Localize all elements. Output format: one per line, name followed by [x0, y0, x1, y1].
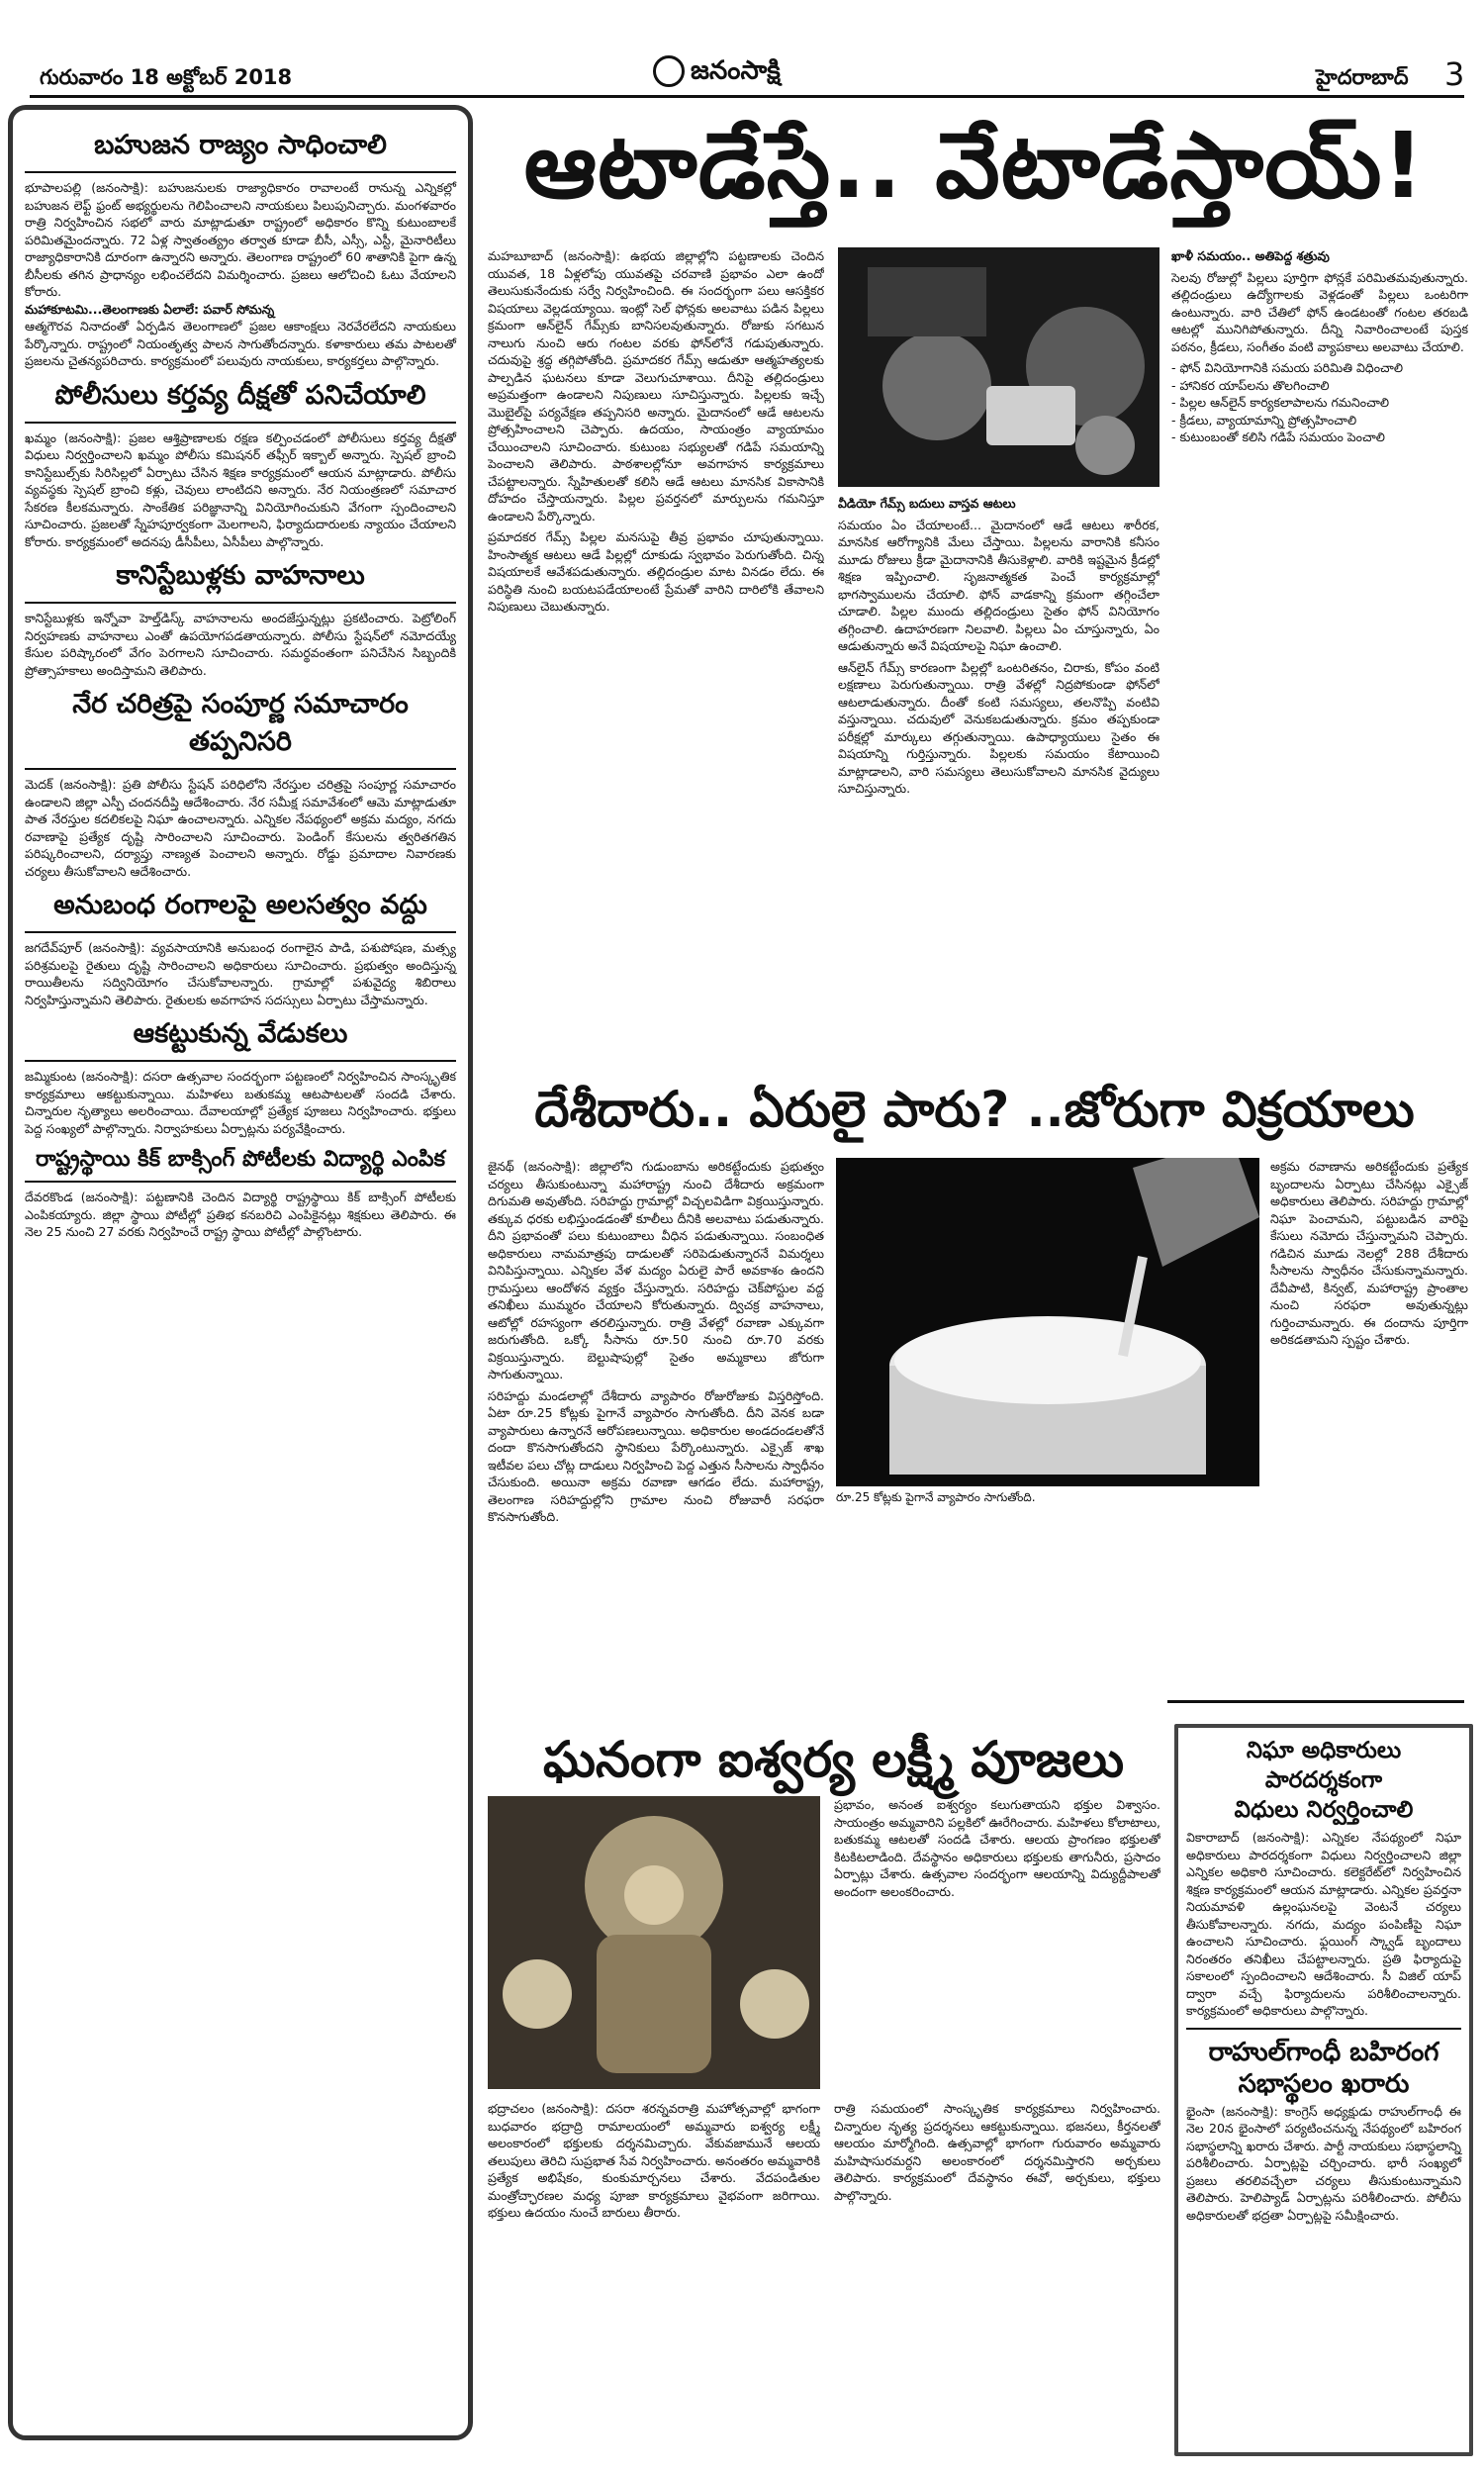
masthead [0, 0, 1484, 94]
article-headline: సభాస్థలం ఖరారు [1238, 2068, 1410, 2099]
page-number: 3 [1444, 55, 1465, 93]
article-subheading: ఖాళీ సమయం.. అతిపెద్ద శత్రువు [1171, 248, 1330, 263]
article-headline: నేర చరిత్రపై సంపూర్ణ సమాచారం తప్పనిసరి [25, 689, 456, 770]
goddess-idol-photo [488, 1796, 820, 2089]
article-body: ఖమ్మం (జనంసాక్షి): ప్రజల ఆశ్తిప్రాణాలకు రక్షణ కల్పించడంలో పోలీసులు కర్తవ్య దీక్షతో విధులు నిర్వర్తించాలని ఖమ్మం పోలీసు కమిషనర్ తఫ్సీర్ ఇక్బాల్ అన్నారు. స్పెషల్ బ్రాంచి కానిస్టేబుల్స్‌కు సిరిసిల్లలో ఏర్పాటు చేసిన శిక్షణ కార్యక్రమంలో ఆయన మాట్లాడారు. పోలీసు వ్యవస్థకు స్పెషల్ బ్రాంచి కళ్లు, చెవులు లాంటిదని అన్నారు. నేర నియంత్రణలో సమాచార సేకరణ కీలకమన్నారు. సాంకేతిక పరిజ్ఞానాన్ని వినియోగించుకుని వేగంగా స్పందించాలని సూచించారు. ప్రజలతో స్నేహపూర్వకంగా మెలగాలని, ఫిర్యాదుదారులకు న్యాయం చేయాలని కోరారు. కార్యక్రమంలో అదనపు డీసీపీలు, ఏసీపీలు పాల్గొన్నారు. [25, 429, 456, 549]
liquor-glass-photo [836, 1158, 1259, 1486]
article-body: దేవరకొండ (జనంసాక్షి): పట్టణానికి చెందిన విద్యార్థి రాష్ట్రస్థాయి కిక్ బాక్సింగ్ పోటీలకు ఎంపికయ్యారు. జిల్లా స్థాయి పోటీల్లో ప్రతిభ కనబరిచి ఎంపికైనట్లు శిక్షకులు తెలిపారు. ఈ నెల 25 నుంచి 27 వరకు నిర్వహించే రాష్ట్ర స్థాయి పోటీల్లో పాల్గొంటారు. [25, 1190, 456, 1239]
liquor-story-column-1 [488, 1158, 824, 1712]
article-body: ఆత్మగౌరవ నినాదంతో ఏర్పడిన తెలంగాణలో ప్రజల ఆకాంక్షలు నెరవేరలేదని నాయకులు పేర్కొన్నారు. రాష్ట్రంలో నియంతృత్వ పాలన సాగుతోందన్నారు. కళాకారులు తమ పాటలతో ప్రజలను చైతన్యపరిచారు. కార్యక్రమంలో పలువురు నాయకులు, కార్యకర్తలు పాల్గొన్నారు. [25, 319, 456, 368]
liquor-photo-illustration [836, 1158, 1259, 1486]
puja-headline: ఘనంగా ఐశ్వర్య లక్ష్మీ పూజలు [542, 1731, 1125, 1788]
liquor-headline: దేశీదారు.. ఏరులై పారు? ..జోరుగా విక్రయాలు [534, 1081, 1415, 1138]
article-headline: పోలీసులు కర్తవ్య దీక్షతో పనిచేయాలి [25, 380, 456, 424]
edition-city: హైదరాబాద్ [1316, 65, 1409, 89]
article-subheading: వీడియో గేమ్స్ బదులు వాస్తవ ఆటలు [838, 496, 1016, 511]
gaming-photo-illustration [838, 247, 1159, 487]
gaming-kids-photo [838, 247, 1159, 487]
article-headline: రాహుల్‌గాంధీ బహిరంగ [1186, 2028, 1461, 2069]
left-news-column [8, 105, 473, 2440]
article-body: భూపాలపల్లి (జనంసాక్షి): బహుజనులకు రాజ్యాధికారం రావాలంటే రానున్న ఎన్నికల్లో బహుజన లెఫ్ట్ ఫ్రంట్ అభ్యర్థులను గెలిపించాలని నాయకులు పిలుపునిచ్చారు. మంగళవారం రాత్రి నిర్వహించిన సభలో వారు మాట్లాడుతూ రాష్ట్రంలో అధికారం కొన్ని కుటుంబాలకే పరిమితమైందన్నారు. 72 ఏళ్ల స్వాతంత్య్రం తర్వాత కూడా బీసీ, ఎస్సీ, ఎస్టీ, మైనారిటీలు రాజ్యాధికారానికి దూరంగా ఉన్నారని అన్నారు. తెలంగాణ రాష్ట్రంలో 60 శాతానికి పైగా ఉన్న బీసీలకు తగిన ప్రాధాన్యం లభించలేదని విమర్శించారు. ప్రజలు ఆలోచించి ఓటు వేయాలని కోరారు. [25, 180, 456, 299]
article-subheading: మహాకూటమి...తెలంగాణకు ఏలాలే: పవార్ సోమన్న [25, 301, 275, 317]
masthead-rule [30, 95, 1464, 98]
article-body: మెదక్ (జనంసాక్షి): ప్రతి పోలీసు స్టేషన్ పరిధిలోని నేరస్తుల చరిత్రపై సంపూర్ణ సమాచారం ఉండాలని జిల్లా ఎస్పీ చందనదీప్తి ఆదేశించారు. నేర సమీక్ష సమావేశంలో ఆమె మాట్లాడుతూ పాత నేరస్తుల కదలికలపై నిఘా ఉంచాలన్నారు. ఎన్నికల నేపథ్యంలో అక్రమ మద్యం, నగదు రవాణాపై ప్రత్యేక దృష్టి సారించాలని సూచించారు. పెండింగ్ కేసులను త్వరితగతిన పరిష్కరించాలని, దర్యాప్తు నాణ్యత పెంచాలని అన్నారు. రోడ్డు ప్రమాదాల నివారణకు చర్యలు తీసుకోవాలని ఆదేశించారు. [25, 777, 456, 879]
puja-story-column-2 [834, 1796, 1160, 2093]
puja-story-column-1 [488, 2100, 820, 2441]
newspaper-logo [653, 55, 781, 92]
article-headline: అనుబంధ రంగాలపై అలసత్వం వద్దు [25, 890, 456, 933]
article-body: కానిస్టేబుళ్లకు ఇన్నోవా హెల్త్‌డిస్క్ వాహనాలను అందజేస్తున్నట్లు ప్రకటించారు. పెట్రోలింగ్ నిర్వహణకు వాహనాలు ఎంతో ఉపయోగపడతాయన్నారు. పోలీసు స్టేషన్‌లో నమోదయ్యే కేసుల పరిష్కారంలో వేగం పెరగాలని సూచించారు. సమర్థవంతంగా పనిచేసిన సిబ్బందికి ప్రోత్సాహకాలు అందిస్తామని తెలిపారు. [25, 611, 456, 678]
logo-emblem-icon [653, 55, 685, 87]
logo-text: జనంసాక్షి [691, 55, 781, 86]
lead-story-column-1 [488, 247, 824, 1054]
article-body: ఆన్‌లైన్ గేమ్స్ కారణంగా పిల్లల్లో ఒంటరితనం, చిరాకు, కోపం వంటి లక్షణాలు పెరుగుతున్నాయి. రాత్రి వేళల్లో నిద్రపోకుండా ఫోన్‌లో ఆటలాడుతున్నారు. దీంతో కంటి సమస్యలు, తలనొప్పి వంటివి వస్తున్నాయి. చదువులో వెనుకబడుతున్నారు. క్రమం తప్పకుండా పరీక్షల్లో మార్కులు తగ్గుతున్నాయి. ఉపాధ్యాయులు సైతం ఈ విషయాన్ని గుర్తిస్తున్నారు. పిల్లలకు సమయం కేటాయించి మాట్లాడాలని, వారి సమస్యలు తెలుసుకోవాలని మానసిక వైద్యులు సూచిస్తున్నారు. [838, 659, 1159, 796]
boxed-news-panel [1174, 1724, 1473, 2456]
article-body: ప్రభావం, అనంత ఐశ్వర్యం కలుగుతాయని భక్తుల విశ్వాసం. సాయంత్రం అమ్మవారిని పల్లకిలో ఊరేగించారు. మహిళలు కోలాటాలు, బతుకమ్మ ఆటలతో సందడి చేశారు. ఆలయ ప్రాంగణం భక్తులతో కిటకిటలాడింది. దేవస్థానం అధికారులు భక్తులకు తాగునీరు, ప్రసాదం ఏర్పాట్లు చేశారు. ఉత్సవాల సందర్భంగా ఆలయాన్ని విద్యుద్దీపాలతో అందంగా అలంకరించారు. [834, 1797, 1160, 1899]
article-headline: విధులు నిర్వర్తించాలి [1234, 1797, 1414, 1823]
article-headline: కానిస్టేబుళ్లకు వాహనాలు [25, 560, 456, 604]
lead-headline: ఆటాడేస్తే.. వేటాడేస్తాయ్! [523, 113, 1426, 219]
idol-photo-illustration [488, 1796, 820, 2089]
box-divider [1167, 1700, 1464, 1703]
article-body: సరిహద్దు మండలాల్లో దేశీదారు వ్యాపారం రోజురోజుకు విస్తరిస్తోంది. ఏటా రూ.25 కోట్లకు పైగానే వ్యాపారం సాగుతోంది. దీని వెనక బడా వ్యాపారులు ఉన్నారనే ఆరోపణలున్నాయి. అధికారుల అండదండలతోనే దందా కొనసాగుతోందని స్థానికులు పేర్కొంటున్నారు. ఎక్సైజ్ శాఖ ఇటీవల పలు చోట్ల దాడులు నిర్వహించి పెద్ద ఎత్తున సీసాలను స్వాధీనం చేసుకుంది. అయినా అక్రమ రవాణా ఆగడం లేదు. మహారాష్ట్ర, తెలంగాణ సరిహద్దుల్లోని గ్రామాల నుంచి రోజువారీ సరఫరా కొనసాగుతోంది. [488, 1387, 824, 1524]
lead-story-column-3 [1171, 247, 1468, 1054]
article-headline: ఆకట్టుకున్న వేడుకలు [25, 1018, 456, 1062]
article-body: ప్రమాదకర గేమ్స్ పిల్లల మనసుపై తీవ్ర ప్రభావం చూపుతున్నాయి. హింసాత్మక ఆటలు ఆడే పిల్లల్లో దూకుడు స్వభావం పెరుగుతోంది. చిన్న విషయాలకే ఆవేశపడుతున్నారు. తల్లిదండ్రుల మాట వినడం లేదు. ఈ పరిస్థితి నుంచి బయటపడేయాలంటే ప్రేమతో వారిని దారిలోకి తేవాలని నిపుణులు చెబుతున్నారు. [488, 529, 824, 614]
article-headline: రాష్ట్రస్థాయి కిక్ బాక్సింగ్ పోటీలకు విద్యార్థి ఎంపిక [25, 1147, 456, 1183]
article-headline: బహుజన రాజ్యం సాధించాలి [25, 130, 456, 173]
article-body: జైనథ్ (జనంసాక్షి): జిల్లాలోని గుడుంబాను అరికట్టేందుకు ప్రభుత్వం చర్యలు తీసుకుంటున్నా మహారాష్ట్ర నుంచి దేశీదారు అక్రమంగా దిగుమతి అవుతోంది. సరిహద్దు గ్రామాల్లో విచ్చలవిడిగా విక్రయిస్తున్నారు. తక్కువ ధరకు లభిస్తుండడంతో కూలీలు దీనికి అలవాటు పడుతున్నారు. దీని ప్రభావంతో పలు కుటుంబాలు వీధిన పడుతున్నాయి. సంబంధిత అధికారులు నామమాత్రపు దాడులతో సరిపెడుతున్నారనే విమర్శలు వినిపిస్తున్నాయి. ఎన్నికల వేళ మద్యం ఏరులై పారే అవకాశం ఉందని గ్రామస్తులు ఆందోళన వ్యక్తం చేస్తున్నారు. సరిహద్దు చెక్‌పోస్టుల వద్ద తనిఖీలు ముమ్మరం చేయాలని కోరుతున్నారు. ద్విచక్ర వాహనాలు, ఆటోల్లో రహస్యంగా తరలిస్తున్నారు. రాత్రి వేళల్లో రవాణా ఎక్కువగా జరుగుతోంది. ఒక్కో సీసాను రూ.50 నుంచి రూ.70 వరకు విక్రయిస్తున్నారు. బెల్టుషాపుల్లో సైతం అమ్మకాలు జోరుగా సాగుతున్నాయి. [488, 1159, 824, 1381]
article-body: వికారాబాద్ (జనంసాక్షి): ఎన్నికల నేపథ్యంలో నిఘా అధికారులు పారదర్శకంగా విధులు నిర్వర్తించాలని జిల్లా ఎన్నికల అధికారి సూచించారు. కలెక్టరేట్‌లో నిర్వహించిన శిక్షణ కార్యక్రమంలో ఆయన మాట్లాడారు. ఎన్నికల ప్రవర్తనా నియమావళి ఉల్లంఘనలపై వెంటనే చర్యలు తీసుకోవాలన్నారు. నగదు, మద్యం పంపిణీపై నిఘా ఉంచాలని సూచించారు. ఫ్లయింగ్ స్క్వాడ్ బృందాలు నిరంతరం తనిఖీలు చేపట్టాలన్నారు. ప్రతి ఫిర్యాదుపై సకాలంలో స్పందించాలని ఆదేశించారు. సీ విజిల్ యాప్ ద్వారా వచ్చే ఫిర్యాదులను పరిశీలించాలన్నారు. కార్యక్రమంలో అధికారులు పాల్గొన్నారు. [1186, 1830, 1461, 2018]
article-body: రాత్రి సమయంలో సాంస్కృతిక కార్యక్రమాలు నిర్వహించారు. చిన్నారుల నృత్య ప్రదర్శనలు ఆకట్టుకున్నాయి. భజనలు, కీర్తనలతో ఆలయం మార్మోగింది. ఉత్సవాల్లో భాగంగా గురువారం అమ్మవారు మహిషాసురమర్దని అలంకారంలో దర్శనమిస్తారని అర్చకులు తెలిపారు. కార్యక్రమంలో దేవస్థానం ఈవో, అర్చకులు, భక్తులు పాల్గొన్నారు. [834, 2101, 1160, 2203]
article-body: భైంసా (జనంసాక్షి): కాంగ్రెస్ అధ్యక్షుడు రాహుల్‌గాంధీ ఈ నెల 20న భైంసాలో పర్యటించనున్న నేపథ్యంలో బహిరంగ సభాస్థలాన్ని ఖరారు చేశారు. పార్టీ నాయకులు సభాస్థలాన్ని పరిశీలించారు. ఏర్పాట్లపై చర్చించారు. భారీ సంఖ్యలో ప్రజలు తరలివచ్చేలా చర్యలు తీసుకుంటున్నామని తెలిపారు. హెలిప్యాడ్ ఏర్పాట్లను పరిశీలించారు. పోలీసు అధికారులతో భద్రతా ఏర్పాట్లపై సమీక్షించారు. [1186, 2103, 1461, 2223]
article-body: సెలవు రోజుల్లో పిల్లలు పూర్తిగా ఫోన్లకే పరిమితమవుతున్నారు. తల్లిదండ్రులు ఉద్యోగాలకు వెళ్లడంతో పిల్లలు ఒంటరిగా ఉంటున్నారు. వారి చేతిలో ఫోన్ ఉండటంతో గంటల తరబడి ఆటల్లో మునిగిపోతున్నారు. దీన్ని నివారించాలంటే పుస్తక పఠనం, క్రీడలు, సంగీతం వంటి వ్యాపకాలు అలవాటు చేయాలి. [1171, 269, 1468, 354]
liquor-story-column-3 [1270, 1158, 1468, 1489]
article-body: సమయం ఏం చేయాలంటే... మైదానంలో ఆడే ఆటలు శారీరక, మానసిక ఆరోగ్యానికి మేలు చేస్తాయి. పిల్లలను వారానికి కనీసం మూడు రోజులు క్రీడా మైదానానికి తీసుకెళ్లాలి. వారికి ఇష్టమైన క్రీడల్లో శిక్షణ ఇప్పించాలి. సృజనాత్మకత పెంచే కార్యక్రమాల్లో భాగస్వాములను చేయాలి. ఫోన్ వాడకాన్ని క్రమంగా తగ్గించేలా చూడాలి. పిల్లల ముందు తల్లిదండ్రులు సైతం ఫోన్ వినియోగం తగ్గించాలి. ఉదాహరణగా నిలవాలి. పిల్లలు ఏం చూస్తున్నారు, ఏం ఆడుతున్నారు అనే విషయాలపై నిఘా ఉంచాలి. [838, 517, 1159, 653]
article-body: అక్రమ రవాణాను అరికట్టేందుకు ప్రత్యేక బృందాలను ఏర్పాటు చేసినట్లు ఎక్సైజ్ అధికారులు తెలిపారు. సరిహద్దు గ్రామాల్లో నిఘా పెంచామని, పట్టుబడిన వారిపై కేసులు నమోదు చేస్తున్నామని చెప్పారు. గడిచిన మూడు నెలల్లో 288 దేశీదారు సీసాలను స్వాధీనం చేసుకున్నామన్నారు. దేవీపాటి, కిన్వట్, మహారాష్ట్ర ప్రాంతాల నుంచి సరఫరా అవుతున్నట్లు గుర్తించామన్నారు. ఈ దందాను పూర్తిగా అరికడతామని స్పష్టం చేశారు. [1270, 1159, 1468, 1347]
photo-caption: రూ.25 కోట్లకు పైగానే వ్యాపారం సాగుతోంది. [836, 1490, 1036, 1504]
article-body: జగదేవ్‌పూర్ (జనంసాక్షి): వ్యవసాయానికి అనుబంధ రంగాలైన పాడి, పశుపోషణ, మత్స్య పరిశ్రమలపై రైతులు దృష్టి సారించాలని అధికారులు సూచించారు. ప్రభుత్వం అందిస్తున్న రాయితీలను సద్వినియోగం చేసుకోవాలన్నారు. గ్రామాల్లో పశువైద్య శిబిరాలు నిర్వహిస్తున్నామని తెలిపారు. రైతులకు అవగాహన సదస్సులు ఏర్పాటు చేస్తామన్నారు. [25, 940, 456, 1007]
article-body: మహబూబాద్ (జనంసాక్షి): ఉభయ జిల్లాల్లోని పట్టణాలకు చెందిన యువత, 18 ఏళ్లలోపు యువతపై చరవాణి ప్రభావం ఎలా ఉందో తెలుసుకునేందుకు సర్వే నిర్వహించింది. ఈ సందర్భంగా పలు ఆసక్తికర విషయాలు వెల్లడయ్యాయి. ఇంట్లో సెల్ ఫోన్లకు అలవాటు పడిన పిల్లలు క్రమంగా ఆన్‌లైన్ గేమ్స్‌కు బానిసలవుతున్నారు. రోజుకు సగటున నాలుగు నుంచి ఆరు గంటల వరకు ఫోన్‌లోనే గడుపుతున్నారు. చదువుపై శ్రద్ధ తగ్గిపోతోంది. ప్రమాదకర గేమ్స్ ఆడుతూ ఆత్మహత్యలకు పాల్పడిన ఘటనలు కూడా వెలుగుచూశాయి. దీనిపై తల్లిదండ్రులు అప్రమత్తంగా ఉండాలని నిపుణులు సూచిస్తున్నారు. పిల్లలకు ఇచ్చే మొబైల్‌పై పర్యవేక్షణ తప్పనిసరి అన్నారు. మైదానంలో ఆడే ఆటలను ప్రోత్సహించాలని చెప్పారు. ఉదయం, సాయంత్రం వ్యాయామం చేయించాలని సూచించారు. కుటుంబ సభ్యులతో గడిపే సమయాన్ని పెంచాలని తెలిపారు. పాఠశాలల్లోనూ అవగాహన కార్యక్రమాలు చేపట్టాలన్నారు. స్నేహితులతో కలిసి ఆడే ఆటలు మానసిక వికాసానికి దోహదం చేస్తాయన్నారు. పిల్లల ప్రవర్తనలో మార్పులను గమనిస్తూ ఉండాలని పేర్కొన్నారు. [488, 248, 824, 524]
lead-story-column-2 [838, 495, 1159, 1054]
issue-date: గురువారం 18 అక్టోబర్ 2018 [40, 65, 293, 89]
article-list: - ఫోన్ వినియోగానికి సమయ పరిమితి విధించాలి - హానికర యాప్‌లను తొలగించాలి - పిల్లల ఆన్‌లైన్ కార్యకలాపాలను గమనించాలి - క్రీడలు, వ్యాయామాన్ని ప్రోత్సహించాలి - కుటుంబంతో కలిసి గడిపే సమయం పెంచాలి [1171, 360, 1403, 444]
article-body: భద్రాచలం (జనంసాక్షి): దసరా శరన్నవరాత్రి మహోత్సవాల్లో భాగంగా బుధవారం భద్రాద్రి రామాలయంలో అమ్మవారు ఐశ్వర్య లక్ష్మీ అలంకారంలో భక్తులకు దర్శనమిచ్చారు. వేకువజామునే ఆలయ తలుపులు తెరిచి సుప్రభాత సేవ నిర్వహించారు. అనంతరం అమ్మవారికి ప్రత్యేక అభిషేకం, కుంకుమార్చనలు చేశారు. వేదపండితుల మంత్రోచ్ఛారణల మధ్య పూజా కార్యక్రమాలు వైభవంగా జరిగాయి. భక్తులు ఉదయం నుంచే బారులు తీరారు. [488, 2101, 820, 2220]
puja-story-column-3 [834, 2100, 1160, 2441]
article-body: జమ్మికుంట (జనంసాక్షి): దసరా ఉత్సవాల సందర్భంగా పట్టణంలో నిర్వహించిన సాంస్కృతిక కార్యక్రమాలు ఆకట్టుకున్నాయి. మహిళలు బతుకమ్మ ఆటపాటలతో సందడి చేశారు. చిన్నారుల నృత్యాలు అలరించాయి. దేవాలయాల్లో ప్రత్యేక పూజలు నిర్వహించారు. భక్తులు పెద్ద సంఖ్యలో పాల్గొన్నారు. నిర్వాహకులు ఏర్పాట్లను పర్యవేక్షించారు. [25, 1069, 456, 1136]
article-headline: నిఘా అధికారులు పారదర్శకంగా [1246, 1738, 1402, 1793]
